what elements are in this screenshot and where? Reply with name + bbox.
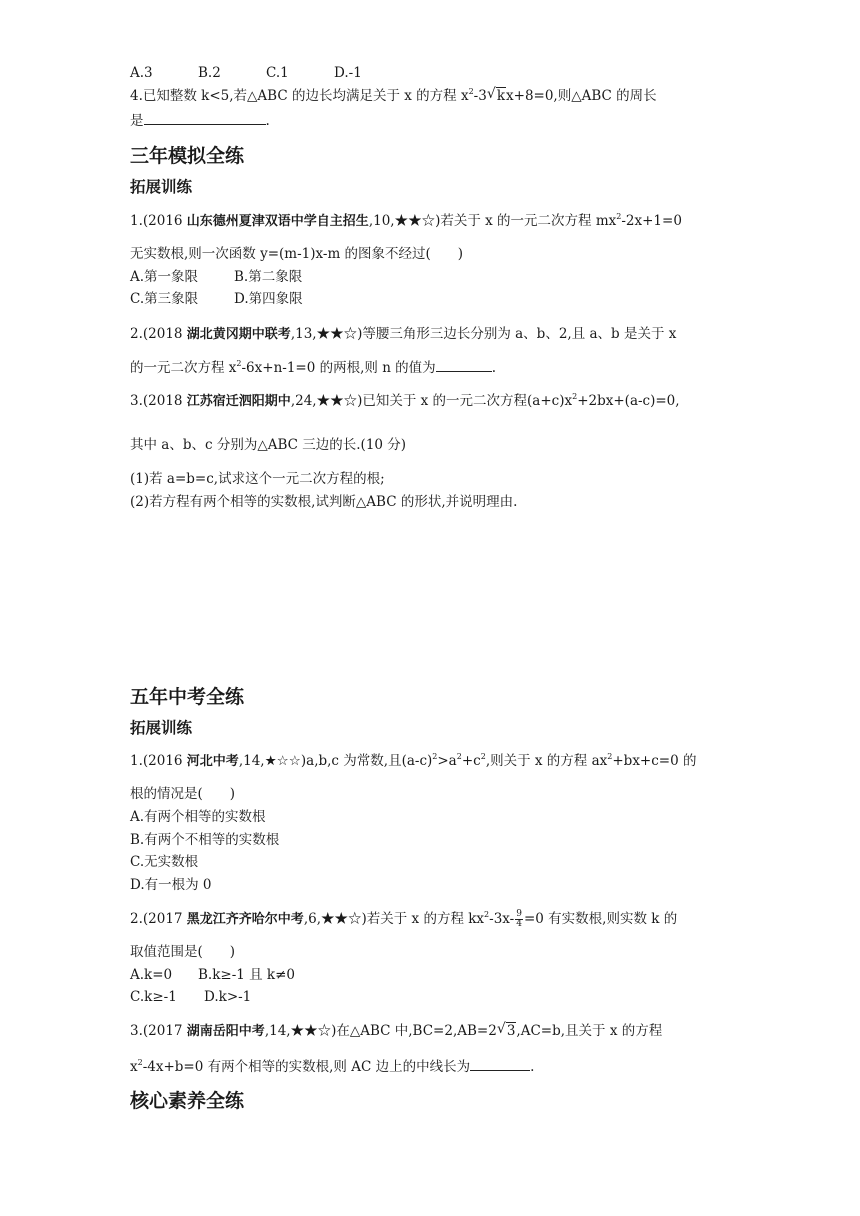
section-title: 三年模拟全练: [130, 145, 245, 167]
s1-q1-options-row2: [130, 290, 732, 308]
section-title: 五年中考全练: [130, 686, 245, 708]
section-title: 核心素养全练: [130, 1090, 245, 1112]
text: 3.(2017: [130, 1023, 187, 1039]
option-c: C.第三象限: [130, 291, 199, 307]
s1-q3-part1: (1)若 a=b=c,试求这个一元二次方程的根;: [130, 471, 385, 487]
s2-q1-option-a: A.有两个相等的实数根: [130, 809, 266, 825]
text: ,14,★★☆)在△ABC 中,BC=2,AB=2: [264, 1023, 497, 1039]
superscript: 2: [607, 752, 613, 761]
q4-text: 4.已知整数 k<5,若△ABC 的边长均满足关于 x 的方程 x: [130, 88, 469, 104]
s2-q2-options-row1: [130, 966, 732, 984]
superscript: 2: [468, 87, 474, 96]
q4-text: x+8=0,则△ABC 的周长: [506, 88, 657, 104]
text: .: [491, 360, 496, 376]
s2-q3-line2: [130, 1056, 732, 1076]
text: -4x+b=0 有两个相等的实数根,则 AC 边上的中线长为: [142, 1059, 471, 1075]
text: 2.(2018: [130, 326, 187, 342]
option-d: D.第四象限: [234, 291, 303, 307]
text: .: [530, 1059, 535, 1075]
text: >a: [437, 753, 457, 769]
s1-q2-line1: [130, 325, 732, 344]
superscript: 2: [137, 1058, 143, 1067]
option-c: C.k≥-1: [130, 989, 177, 1005]
fraction-denominator: 4: [516, 919, 522, 929]
text: 1.(2016: [130, 753, 187, 769]
superscript: 2: [572, 392, 578, 401]
s1-q3-part2: (2)若方程有两个相等的实数根,试判断△ABC 的形状,并说明理由.: [130, 494, 518, 510]
sqrt-symbol: [497, 1022, 517, 1040]
question-source: 黑龙江齐齐哈尔中考: [186, 912, 304, 927]
text: -3x-: [489, 911, 515, 927]
s2-q1-line2: 根的情况是( ): [130, 786, 236, 802]
text: +bx+c=0 的: [612, 753, 697, 769]
text: 的一元二次方程 x: [130, 360, 237, 376]
superscript: 2: [432, 752, 438, 761]
text: =0 有实数根,则实数 k 的: [523, 911, 678, 927]
s2-q2-line1: [130, 910, 732, 929]
answer-blank[interactable]: [144, 110, 266, 125]
text: ,14,★☆☆)a,b,c 为常数,且(a-c): [238, 753, 433, 769]
superscript: 2: [616, 212, 622, 221]
question-source: 山东德州夏津双语中学自主招生: [186, 214, 369, 229]
q4-text: 是: [130, 113, 144, 129]
text: ,13,★★☆)等腰三角形三边长分别为 a、b、2,且 a、b 是关于 x: [290, 326, 677, 342]
section-subtitle: 拓展训练: [130, 719, 193, 737]
s1-q3-line2: 其中 a、b、c 分别为△ABC 三边的长.(10 分): [130, 437, 407, 453]
superscript: 2: [456, 752, 462, 761]
q4-line2: [130, 110, 732, 130]
section-subtitle: 拓展训练: [130, 178, 193, 196]
text: ,24,★★☆)已知关于 x 的一元二次方程(a+c)x: [290, 393, 573, 409]
question-source: 河北中考: [186, 754, 239, 769]
superscript: 2: [236, 359, 242, 368]
q3-prev-options: [130, 64, 732, 82]
s1-q1-line2: 无实数根,则一次函数 y=(m-1)x-m 的图象不经过( ): [130, 246, 464, 262]
option-d: D.k>-1: [204, 989, 252, 1005]
s2-q2-options-row2: [130, 988, 732, 1006]
question-source: 湖北黄冈期中联考: [186, 327, 291, 342]
superscript: 2: [484, 910, 490, 919]
s2-q1-option-c: C.无实数根: [130, 854, 199, 870]
s1-q1-line1: [130, 212, 732, 231]
option-a: A.k=0: [130, 967, 173, 983]
text: ,则关于 x 的方程 ax: [485, 753, 608, 769]
text: ,6,★★☆)若关于 x 的方程 kx: [303, 911, 485, 927]
answer-blank[interactable]: [436, 357, 492, 372]
text: -2x+1=0: [621, 213, 682, 229]
option-b: B.第二象限: [234, 269, 303, 285]
option-a: A.第一象限: [130, 269, 199, 285]
text: x: [130, 1059, 138, 1075]
question-source: 湖南岳阳中考: [186, 1024, 265, 1039]
option-b: B.k≥-1 且 k≠0: [198, 967, 296, 983]
answer-blank[interactable]: [470, 1056, 530, 1071]
fraction: [515, 910, 523, 929]
fraction-numerator: 9: [516, 909, 522, 919]
option-c: C.1: [266, 65, 289, 81]
text: +2bx+(a-c)=0,: [577, 393, 680, 409]
text: -6x+n-1=0 的两根,则 n 的值为: [241, 360, 436, 376]
radicand: k: [496, 88, 506, 104]
question-source: 江苏宿迁泗阳期中: [186, 394, 291, 409]
text: 2.(2017: [130, 911, 187, 927]
text: ,10,★★☆)若关于 x 的一元二次方程 mx: [368, 213, 617, 229]
sqrt-symbol: [487, 87, 506, 105]
s2-q1-line1: [130, 752, 732, 771]
s2-q3-line1: [130, 1022, 732, 1041]
s2-q2-line2: 取值范围是( ): [130, 944, 236, 960]
s1-q3-line1: [130, 392, 732, 411]
s2-q1-option-d: D.有一根为 0: [130, 877, 212, 893]
option-b: B.2: [198, 65, 221, 81]
s1-q2-line2: [130, 357, 732, 377]
radicand: 3: [506, 1023, 516, 1039]
option-a: A.3: [130, 65, 153, 81]
s1-q1-options-row1: [130, 268, 732, 286]
q4-line1: [130, 87, 732, 105]
q4-text: -3: [473, 88, 487, 104]
s2-q1-option-b: B.有两个不相等的实数根: [130, 832, 280, 848]
text: 3.(2018: [130, 393, 187, 409]
text: 1.(2016: [130, 213, 187, 229]
text: +c: [461, 753, 481, 769]
option-d: D.-1: [334, 65, 362, 81]
superscript: 2: [480, 752, 486, 761]
text: ,AC=b,且关于 x 的方程: [516, 1023, 663, 1039]
q4-text: .: [265, 113, 270, 129]
